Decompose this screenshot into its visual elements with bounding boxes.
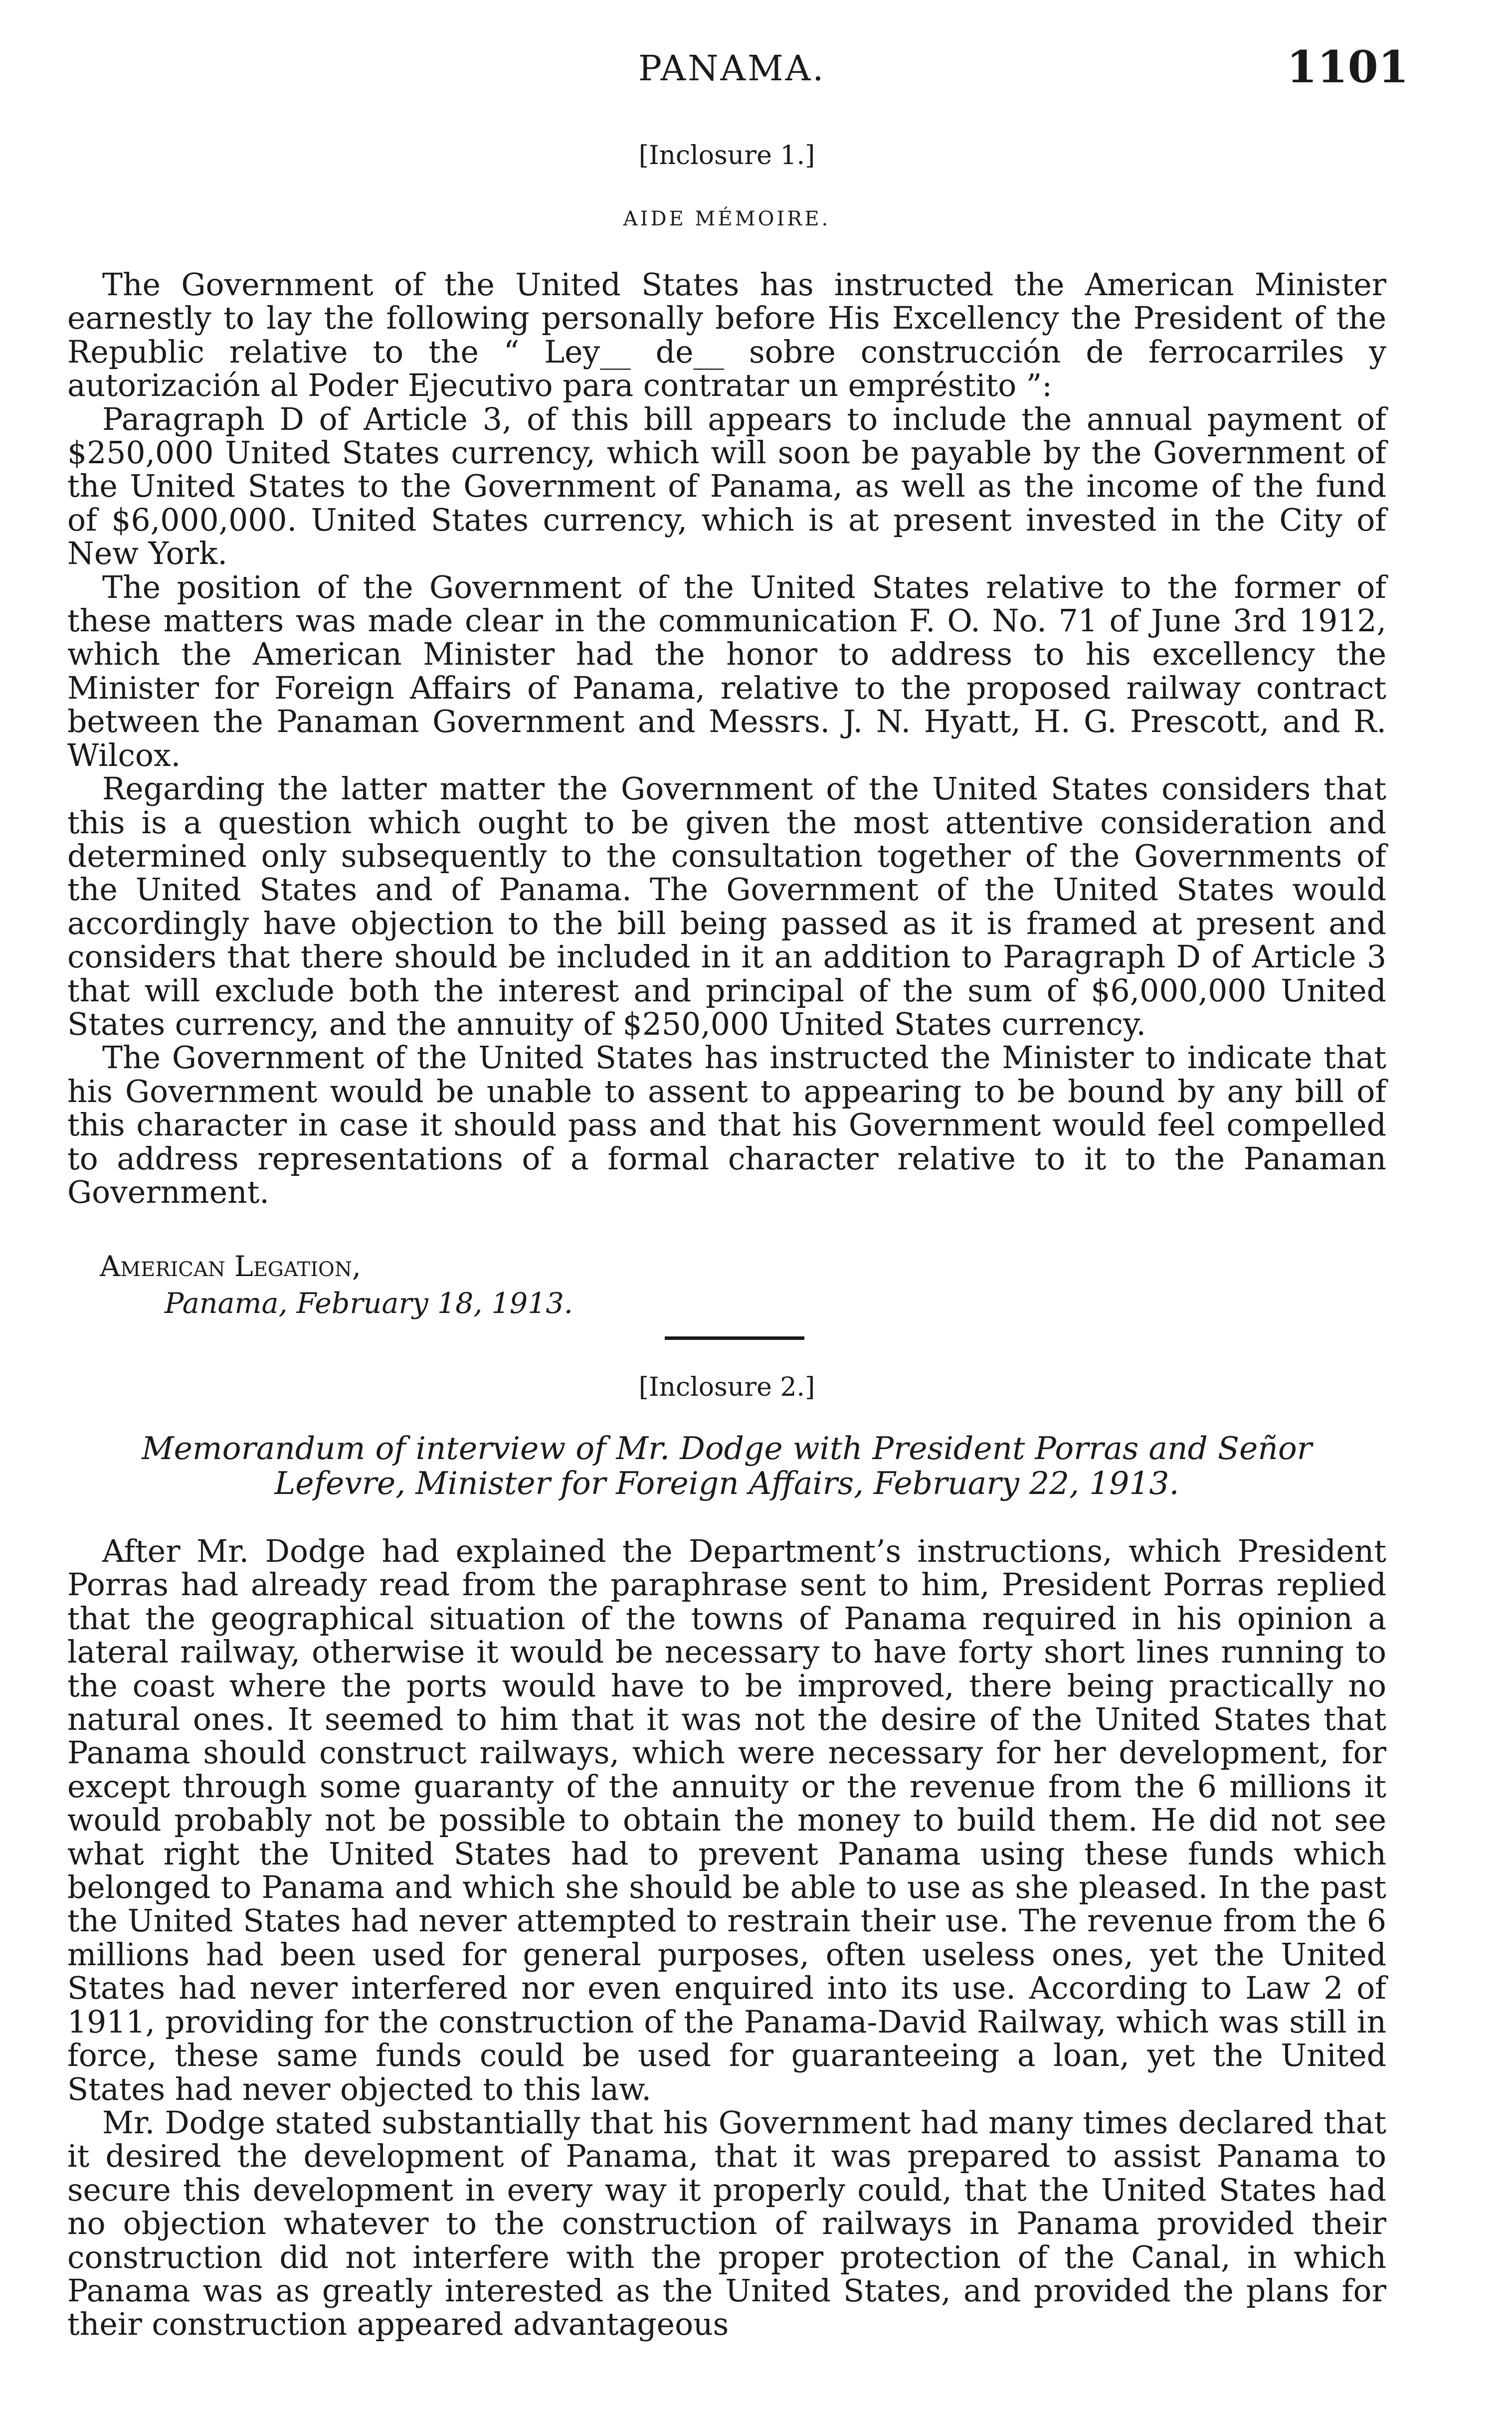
paragraph: The Government of the United States has instructed the American Minister earnestly to lay the following personally before His Excellency the President of the Republic relative to the “ Ley__ de__ sobre construcción de ferrocarriles y autorización al Poder Ejecutivo para contratar un empréstito ”: xyxy=(67,267,1386,404)
inclosure-1-label: [Inclosure 1.] xyxy=(638,141,815,171)
running-title: PANAMA. xyxy=(638,48,826,89)
paragraph: The Government of the United States has instructed the Minister to indicate that his Government would be unable to assent to appearing to be bound by any bill of this character in case it should pass and that his Government would feel compelled to address representations of a formal character relative to it to the Panaman Government. xyxy=(67,1040,1386,1210)
section-divider xyxy=(665,1336,804,1340)
inclosure-2-label: [Inclosure 2.] xyxy=(638,1372,815,1402)
paragraph: Paragraph D of Article 3, of this bill appears to include the annual payment of $250,000 United States currency, which will soon be payable by the Government of the United States to the Government of Panama, as well as the income of the fund of $6,000,000. United States currency, which is at present invested in the City of New York. xyxy=(67,401,1386,572)
aide-memoire-heading: AIDE MÉMOIRE. xyxy=(623,207,831,230)
paragraph: Regarding the latter matter the Government of the United States considers that this is a question which ought to be given the most attentive consideration and determined only subsequently to the consultation together of the Governments of the United States and of Panama. The Government of the United States would accordingly have objection to the bill being passed as it is framed at present and considers that there should be included in it an addition to Paragraph D of Article 3 that will exclude both the interest and principal of the sum of $6,000,000 United States currency, and the annuity of $250,000 United States currency. xyxy=(67,771,1386,1042)
memorandum-title-line-2: Lefevre, Minister for Foreign Affairs, February 22, 1913. xyxy=(274,1465,1179,1501)
paragraph: The position of the Government of the United States relative to the former of these matters was made clear in the communication F. O. No. 71 of June 3rd 1912, which the American Minister had the honor to address to his excellency the Minister for Foreign Affairs of Panama, relative to the proposed railway contract between the Panaman Government and Messrs. J. N. Hyatt, H. G. Prescott, and R. Wilcox. xyxy=(67,569,1386,773)
memorandum-title-line-1: Memorandum of interview of Mr. Dodge with President Porras and Señor xyxy=(142,1430,1312,1467)
page-number: 1101 xyxy=(1287,41,1409,93)
signature-place-date: Panama, February 18, 1913. xyxy=(165,1287,573,1320)
aide-memoire-body xyxy=(67,268,1386,1209)
memorandum-body xyxy=(67,1535,1386,2342)
paragraph: After Mr. Dodge had explained the Department’s instructions, which President Porras had already read from the paraphrase sent to him, President Porras replied that the geographical situation of the towns of Panama required in his opinion a lateral railway, otherwise it would be necessary to have forty short lines running to the coast where the ports would have to be improved, there being practically no natural ones. It seemed to him that it was not the desire of the United States that Panama should construct railways, which were necessary for her development, for except through some guaranty of the annuity or the revenue from the 6 millions it would probably not be possible to obtain the money to build them. He did not see what right the United States had to prevent Panama using these funds which belonged to Panama and which she should be able to use as she pleased. In the past the United States had never attempted to restrain their use. The revenue from the 6 millions had been used for general purposes, often useless ones, yet the United States had never interfered nor even enquired into its use. According to Law 2 of 1911, providing for the construction of the Panama-David Railway, which was still in force, these same funds could be used for guaranteeing a loan, yet the United States had never objected to this law. xyxy=(67,1533,1386,2107)
running-head xyxy=(0,41,1512,103)
paragraph: Mr. Dodge stated substantially that his Government had many times declared that it desired the development of Panama, that it was prepared to assist Panama to secure this development in every way it properly could, that the United States had no objection whatever to the construction of railways in Panama provided their construction did not interfere with the proper protection of the Canal, in which Panama was as greatly interested as the United States, and provided the plans for their construction appeared advantageous xyxy=(67,2104,1386,2343)
signature-organization: American Legation, xyxy=(100,1250,361,1283)
